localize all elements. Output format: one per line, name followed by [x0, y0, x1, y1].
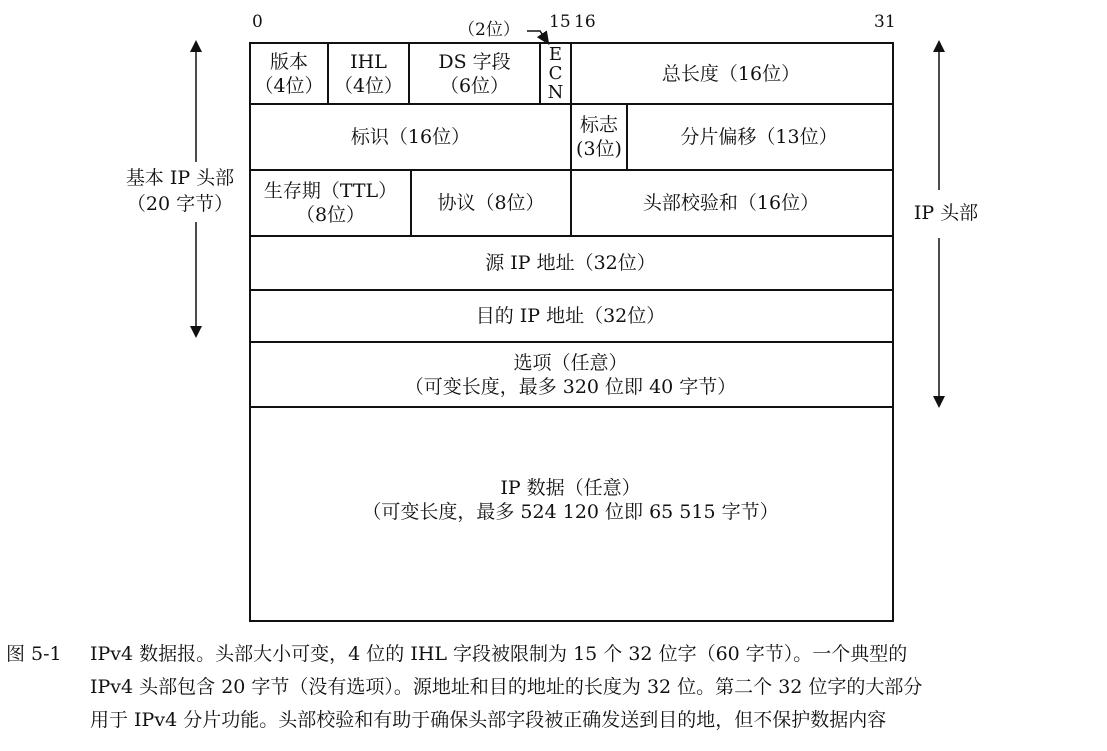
bit-label-0: 0 [252, 12, 263, 32]
bit-label-31: 31 [874, 12, 896, 32]
ip-header-label: IP 头部 [913, 202, 979, 224]
field-identification: 标识（16位） [350, 126, 471, 148]
bit-label-16: 16 [574, 12, 596, 32]
field-ttl: 生存期（TTL） （8位） [263, 180, 398, 226]
field-total-length: 总长度（16位） [661, 62, 801, 85]
field-ihl: IHL （4位） [333, 50, 404, 97]
field-flags: 标志 (3位) [576, 114, 622, 160]
figure-caption: IPv4 数据报。头部大小可变，4 位的 IHL 字段被限制为 15 个 32 位字（60 字节）。一个典型的 IPv4 头部包含 20 字节（没有选项）。源地址和目的地址的长度为 32 位。第二个 32 位字的大部分 用于 IPv4 分片功能。头部校验和有助于确保头部字段被正确发送到目的地，但不保护数据内容 [90, 643, 923, 731]
field-header-checksum: 头部校验和（16位） [642, 192, 820, 214]
field-protocol: 协议（8位） [437, 192, 545, 214]
ecn-width-label: （2位） [458, 20, 520, 40]
field-ds: DS 字段 （6位） [438, 50, 511, 97]
field-ecn: E C N [547, 44, 564, 103]
field-destination-address: 目的 IP 地址（32位） [475, 305, 666, 327]
field-ip-data: IP 数据（任意） （可变长度，最多 524 120 位即 65 515 字节） [362, 477, 779, 523]
field-source-address: 源 IP 地址（32位） [485, 252, 656, 274]
field-options: 选项（任意） （可变长度，最多 320 位即 40 字节） [404, 351, 737, 398]
field-version: 版本 （4位） [254, 50, 324, 97]
field-fragment-offset: 分片偏移（13位） [680, 126, 838, 148]
figure-number: 图 5-1 [6, 643, 62, 665]
bit-label-15: 15 [549, 12, 571, 32]
basic-ip-header-label: 基本 IP 头部 （20 字节） [125, 167, 235, 215]
